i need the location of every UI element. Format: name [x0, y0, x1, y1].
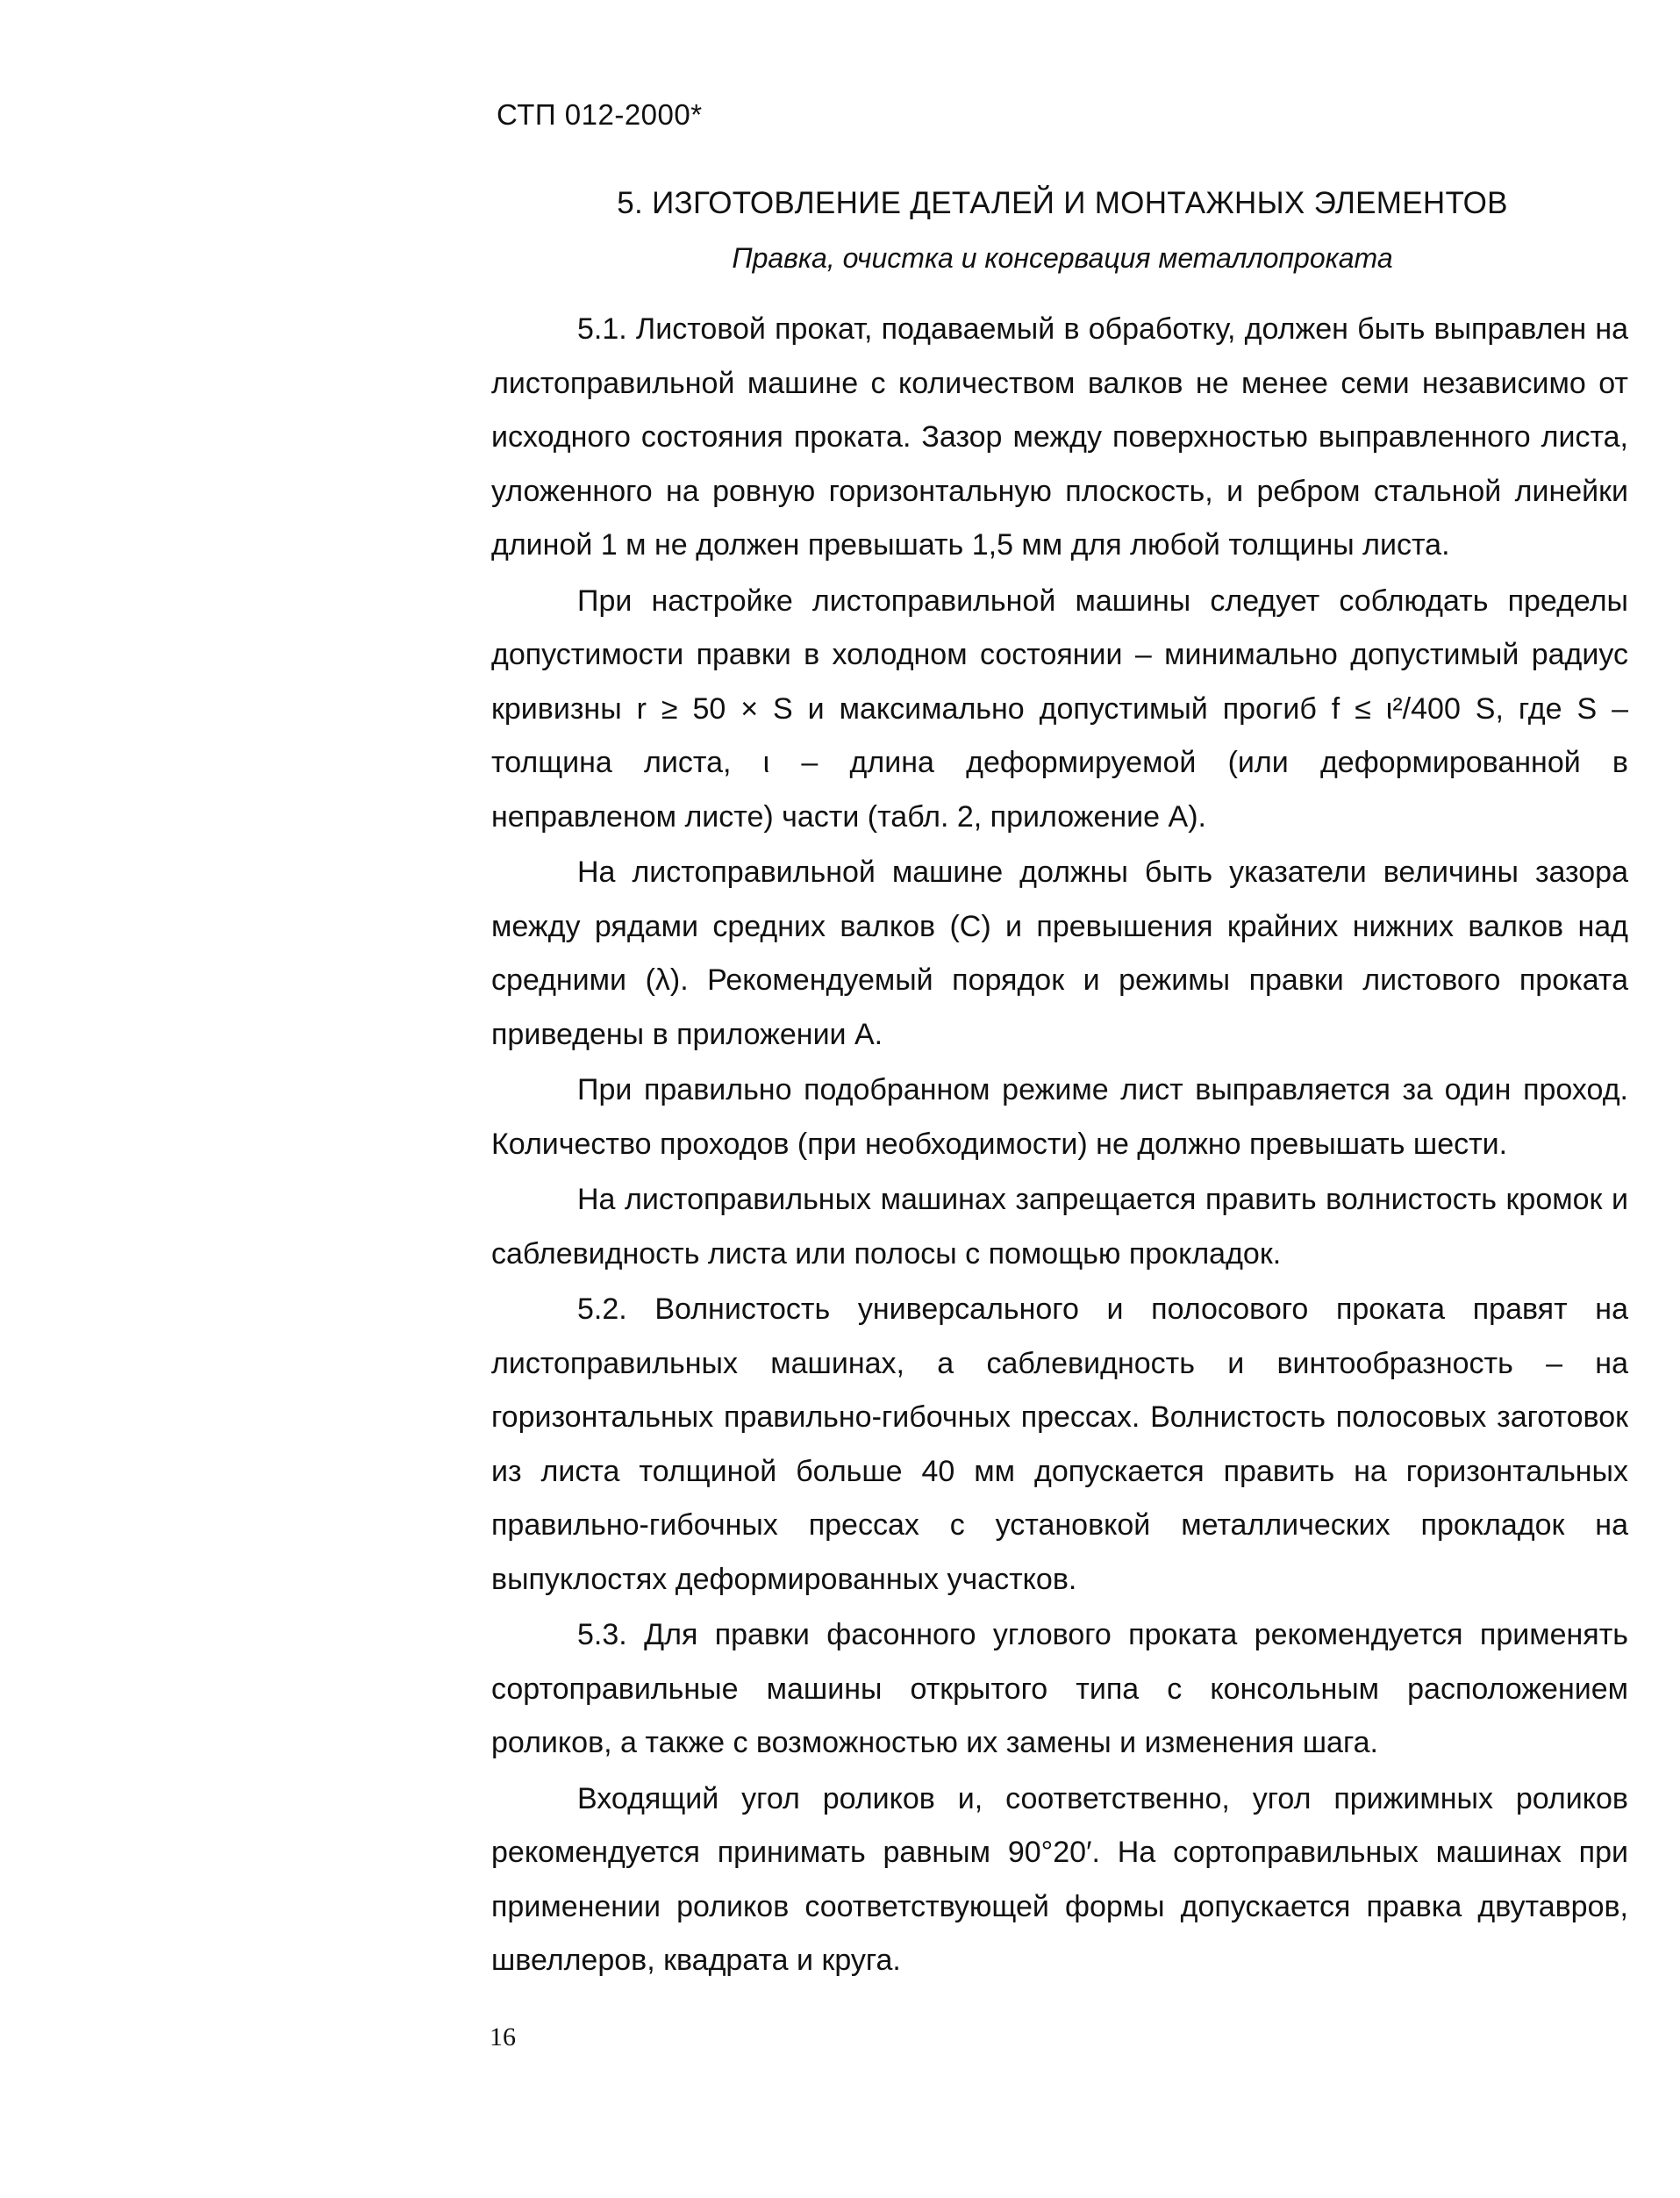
document-code: СТП 012-2000* — [497, 98, 703, 131]
paragraph-5-2: 5.2. Волнистость универсального и полосового проката правят на листоправильных машинах, а саблевидность и винтообразность – на горизонтальных правильно-гибочных прессах. Волнистость полосовых заготовок из листа толщиной больше 40 мм допускается править на горизонтальных правильно-гибочных прессах с установкой металлических прокладок на выпуклостях деформированных участков. — [491, 1292, 1628, 1596]
paragraph-prohibition: На листоправильных машинах запрещается править волнистость кромок и саблевидность листа или полосы с помощью прокладок. — [491, 1183, 1628, 1271]
paragraph-roller-angle: Входящий угол роликов и, соответственно, угол прижимных роликов рекомендуется принимать равным 90°20′. На сортоправильных машинах при применении роликов соответствующей формы допускается правка двутавров, швеллеров, квадрата и круга. — [491, 1781, 1628, 1977]
paragraph-passes: При правильно подобранном режиме лист выправляется за один проход. Количество проходов (при необходимости) не должно превышать шести. — [491, 1073, 1628, 1161]
paragraph-5-3: 5.3. Для правки фасонного углового проката рекомендуется применять сортоправильные машины открытого типа с консольным расположением роликов, а также с возможностью их замены и изменения шага. — [491, 1618, 1628, 1759]
section-title: 5. ИЗГОТОВЛЕНИЕ ДЕТАЛЕЙ И МОНТАЖНЫХ ЭЛЕМЕНТОВ — [617, 186, 1508, 220]
paragraph-5-1: 5.1. Листовой прокат, подаваемый в обработку, должен быть выправлен на листоправильной машине с количеством валков не менее семи независимо от исходного состояния проката. Зазор между поверхностью выправленного листа, уложенного на ровную горизонтальную плоскость, и ребром стальной линейки длиной 1 м не должен превышать 1,5 мм для любой толщины листа. — [491, 312, 1628, 562]
paragraph-gap-indicators: На листоправильной машине должны быть указатели величины зазора между рядами средних валков (С) и превышения крайних нижних валков над средними (λ). Рекомендуемый порядок и режимы правки листового проката приведены в приложении А. — [491, 856, 1628, 1051]
body-text — [491, 303, 1628, 1990]
paragraph-straightening-limits: При настройке листоправильной машины следует соблюдать пределы допустимости правки в холодном состоянии – минимально допустимый радиус кривизны r ≥ 50 × S и максимально допустимый прогиб f ≤ ι²/400 S, где S – толщина листа, ι – длина деформируемой (или деформированной в неправленом листе) части (табл. 2, приложение А). — [491, 584, 1628, 834]
section-subtitle: Правка, очистка и консервация металлопроката — [732, 242, 1393, 274]
page-number: 16 — [490, 2023, 516, 2051]
